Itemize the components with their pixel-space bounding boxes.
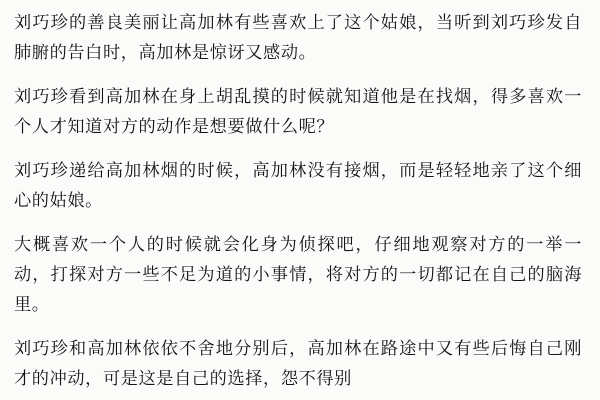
paragraph: 刘巧珍递给高加林烟的时候，高加林没有接烟，而是轻轻地亲了这个细心的姑娘。 xyxy=(14,161,582,210)
paragraph: 大概喜欢一个人的时候就会化身为侦探吧，仔细地观察对方的一举一动，打探对方一些不足为道的小事情，将对方的一切都记在自己的脑海里。 xyxy=(14,235,582,314)
paragraph: 刘巧珍的善良美丽让高加林有些喜欢上了这个姑娘，当听到刘巧珍发自肺腑的告白时，高加林是惊讶又感动。 xyxy=(14,13,582,62)
paragraph: 刘巧珍和高加林依依不舍地分别后，高加林在路途中又有些后悔自己刚才的冲动，可是这是自己的选择，怨不得别 xyxy=(14,339,582,388)
paragraph: 刘巧珍看到高加林在身上胡乱摸的时候就知道他是在找烟，得多喜欢一个人才知道对方的动作是想要做什么呢？ xyxy=(14,87,582,136)
